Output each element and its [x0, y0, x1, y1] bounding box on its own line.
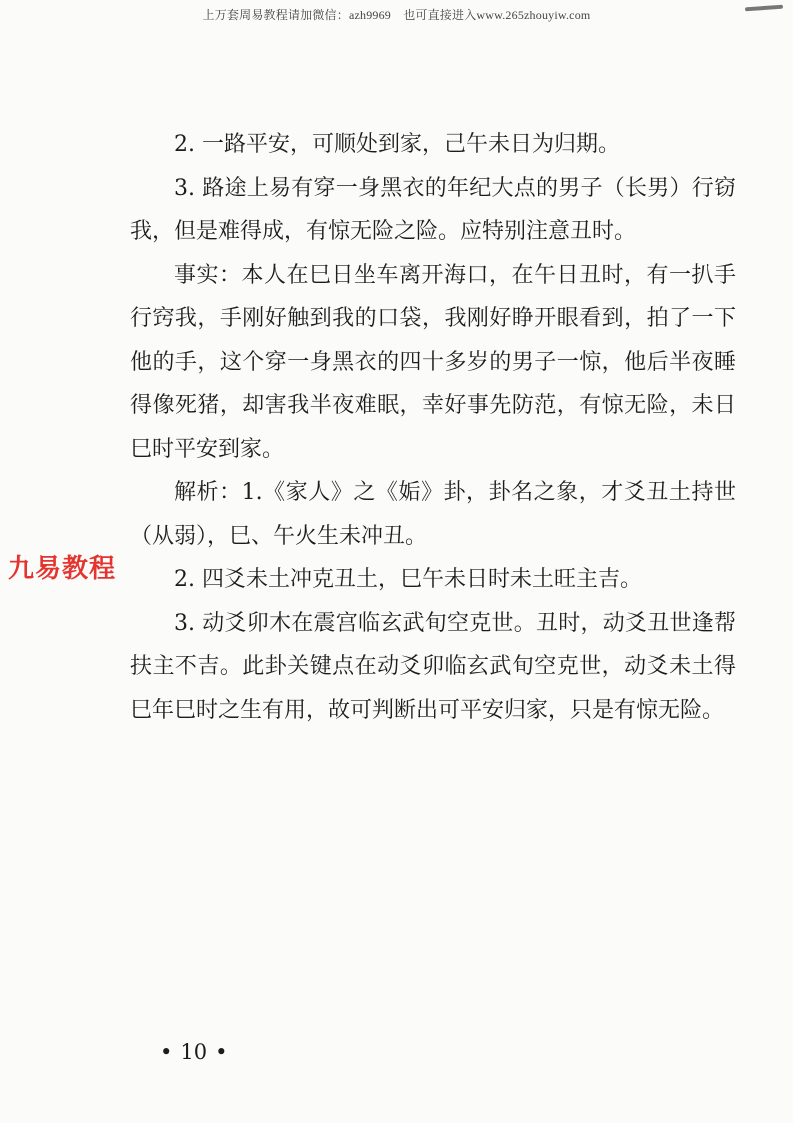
- page-number-dot-left: •: [160, 1040, 173, 1064]
- watermark-text: 九易教程: [8, 554, 117, 584]
- paragraph: 3. 动爻卯木在震宫临玄武旬空克世。丑时，动爻丑世逢帮扶主不吉。此卦关键点在动爻卯临玄武旬空克世，动爻未土得巳年巳时之生有用，故可判断出可平安归家，只是有惊无险。: [130, 610, 736, 723]
- paragraph: 3. 路途上易有穿一身黑衣的年纪大点的男子（长男）行窃我，但是难得成，有惊无险之险。应特别注意丑时。: [130, 175, 736, 244]
- header-note: 上万套周易教程请加微信：azh9969 也可直接进入www.265zhouyiw.com: [202, 8, 591, 22]
- paragraph: 2. 四爻未土冲克丑土，巳午未日时未土旺主吉。: [174, 567, 642, 592]
- page-number-value: 10: [180, 1040, 208, 1064]
- paragraph: 事实：本人在巳日坐车离开海口，在午日丑时，有一扒手行窍我，手刚好触到我的口袋，我刚好睁开眼看到，拍了一下他的手，这个穿一身黑衣的四十多岁的男子一惊，他后半夜睡得像死猪，却害我半夜难眠，幸好事先防范，有惊无险，未日巳时平安到家。: [130, 262, 736, 462]
- paragraph: 解析：1.《家人》之《姤》卦，卦名之象，才爻丑土持世（从弱），巳、午火生未冲丑。: [130, 480, 736, 549]
- page-number-dot-right: •: [215, 1040, 228, 1064]
- page-body: [130, 123, 736, 732]
- page-number: [152, 1040, 236, 1064]
- paragraph: 2. 一路平安，可顺处到家，己午未日为归期。: [174, 132, 620, 157]
